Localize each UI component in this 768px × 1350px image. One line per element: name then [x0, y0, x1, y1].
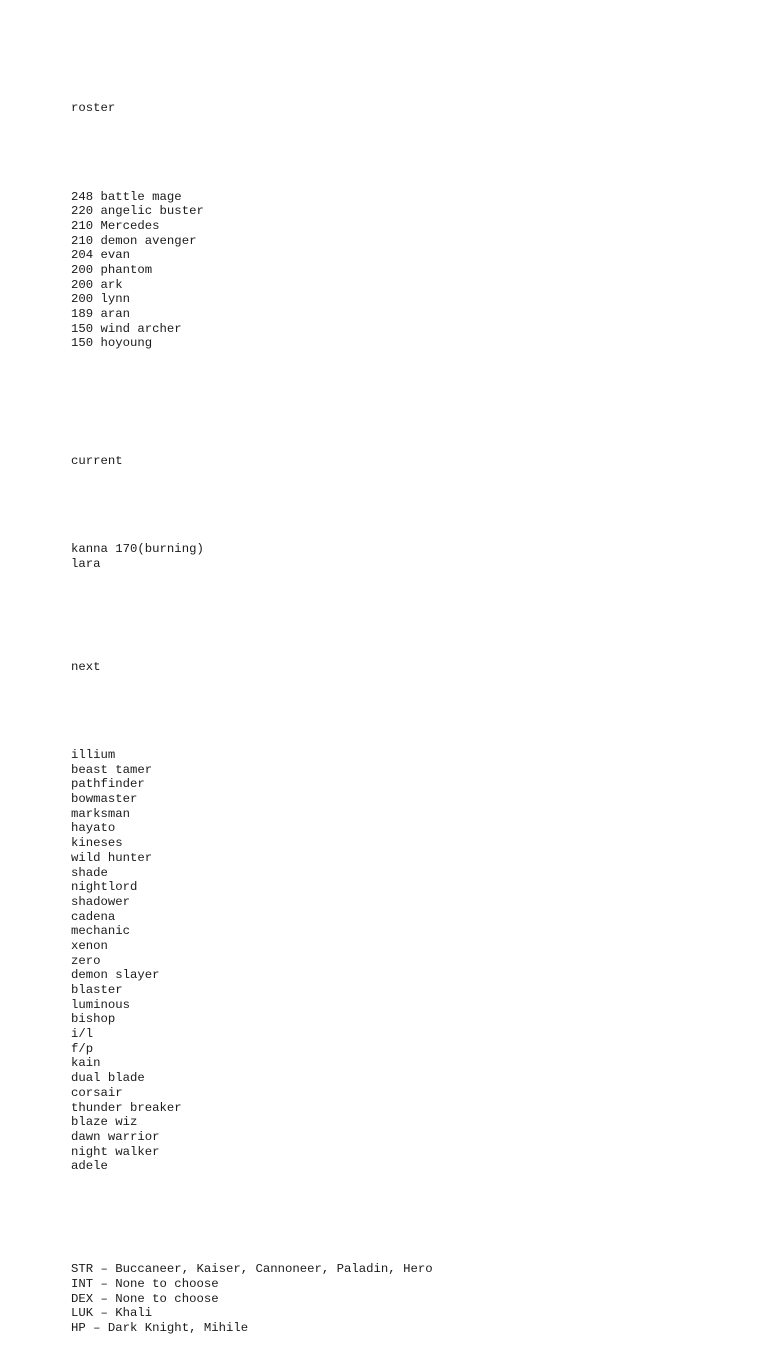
spacer [71, 146, 433, 161]
document-page [71, 72, 433, 1350]
next-item: beast tamer [71, 762, 153, 777]
next-item: dual blade [71, 1071, 145, 1086]
current-item: kanna 170(burning) [71, 542, 204, 557]
spacer [71, 395, 433, 424]
roster-heading: roster [71, 101, 116, 116]
spacer [71, 1218, 433, 1233]
next-item: marksman [71, 806, 131, 821]
next-item: cadena [71, 909, 116, 924]
roster-item: 189 aran [71, 307, 131, 322]
roster-item: 210 demon avenger [71, 233, 197, 248]
stat-line: STR – Buccaneer, Kaiser, Cannoneer, Paladin, Hero [71, 1262, 433, 1277]
next-item: kineses [71, 836, 123, 851]
next-item: adele [71, 1159, 108, 1174]
next-item: luminous [71, 997, 131, 1012]
spacer [71, 498, 433, 513]
spacer [71, 616, 433, 631]
next-heading: next [71, 659, 101, 674]
roster-item: 204 evan [71, 248, 131, 263]
next-item: blaze wiz [71, 1115, 138, 1130]
next-list [71, 748, 433, 1174]
stat-line: DEX – None to choose [71, 1291, 219, 1306]
next-item: shadower [71, 894, 131, 909]
next-item: illium [71, 748, 116, 763]
roster-item: 248 battle mage [71, 189, 182, 204]
next-item: corsair [71, 1085, 123, 1100]
stat-line: LUK – Khali [71, 1306, 153, 1321]
roster-item: 210 Mercedes [71, 218, 160, 233]
current-list [71, 542, 433, 571]
next-item: dawn warrior [71, 1129, 160, 1144]
roster-item: 150 hoyoung [71, 336, 153, 351]
next-item: bowmaster [71, 792, 138, 807]
next-item: pathfinder [71, 777, 145, 792]
roster-item: 150 wind archer [71, 321, 182, 336]
next-item: bishop [71, 1012, 116, 1027]
spacer [71, 704, 433, 719]
next-item: i/l [71, 1027, 94, 1042]
next-item: blaster [71, 983, 123, 998]
roster-item: 220 angelic buster [71, 204, 204, 219]
next-item: nightlord [71, 880, 138, 895]
next-item: shade [71, 865, 108, 880]
next-item: mechanic [71, 924, 131, 939]
next-item: thunder breaker [71, 1100, 182, 1115]
next-item: wild hunter [71, 850, 153, 865]
roster-item: 200 ark [71, 277, 123, 292]
roster-list [71, 190, 433, 352]
next-item: kain [71, 1056, 101, 1071]
next-item: demon slayer [71, 968, 160, 983]
next-item: zero [71, 953, 101, 968]
next-item: night walker [71, 1144, 160, 1159]
next-item: f/p [71, 1041, 94, 1056]
stats-list [71, 1262, 433, 1335]
stat-line: INT – None to choose [71, 1276, 219, 1291]
roster-item: 200 phantom [71, 263, 153, 278]
next-item: hayato [71, 821, 116, 836]
next-item: xenon [71, 938, 108, 953]
current-heading: current [71, 454, 123, 469]
current-item: lara [71, 556, 101, 571]
stat-line: HP – Dark Knight, Mihile [71, 1320, 249, 1335]
roster-item: 200 lynn [71, 292, 131, 307]
